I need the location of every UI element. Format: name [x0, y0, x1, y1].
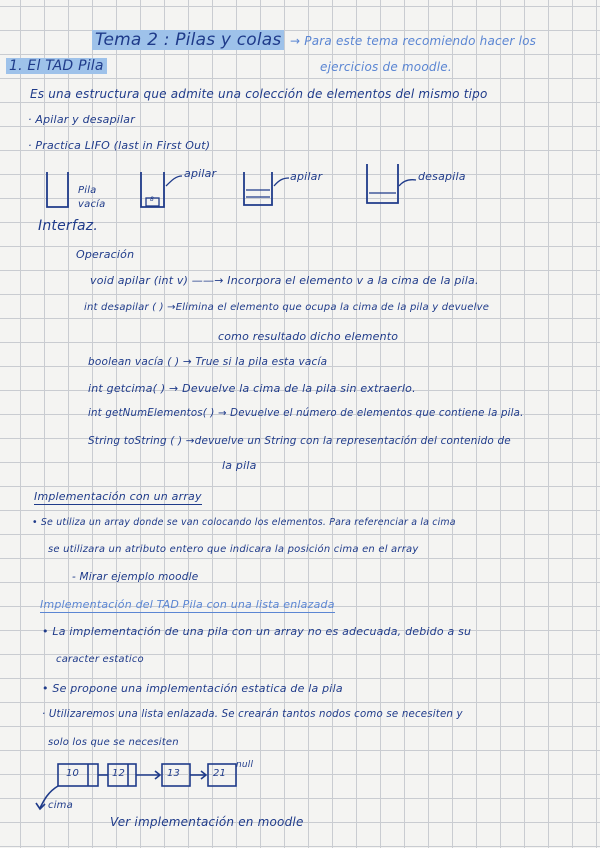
stack-three-drawing	[244, 172, 272, 205]
stack-pop-drawing	[367, 164, 398, 203]
linked-node-4: 21	[213, 768, 227, 779]
impl-list-line-1: • La implementación de una pila con un array no es adecuada, debido a su	[42, 625, 472, 638]
stack-empty-drawing	[47, 172, 68, 207]
stack-empty-label-1: Pila	[78, 185, 97, 196]
impl-list-line-2: caracter estatico	[56, 654, 144, 665]
stack-push-label-2: apilar	[290, 170, 323, 183]
stack-pop-label: desapila	[418, 170, 466, 183]
impl-array-line-2: se utilizara un atributo entero que indicara la posición cima en el array	[48, 544, 419, 555]
title-note-line-1: → Para este tema recomiendo hacer los	[290, 34, 537, 48]
stack-push-label-1: apilar	[184, 167, 217, 180]
section-1-heading: 1. El TAD Pila	[6, 58, 107, 74]
op-vacia: boolean vacía ( ) → True si la pila esta vacía	[88, 356, 328, 368]
bullet-apilar: · Apilar y desapilar	[28, 113, 135, 126]
title-note-line-2: ejercicios de moodle.	[320, 60, 452, 74]
impl-list-line-5: solo los que se necesiten	[48, 737, 179, 748]
impl-array-line-1: • Se utiliza un array donde se van colocando los elementos. Para referenciar a la cima	[32, 517, 456, 528]
linked-node-3: 13	[167, 768, 181, 779]
linked-node-1: 10	[66, 768, 80, 779]
impl-list-line-3: • Se propone una implementación estatica de la pila	[42, 682, 343, 695]
op-tostring-cont: la pila	[222, 459, 257, 472]
linked-node-2: 12	[112, 768, 126, 779]
impl-list-line-4: · Utilizaremos una lista enlazada. Se crearán tantos nodos como se necesiten y	[42, 709, 463, 720]
stack-item-value: 8	[150, 196, 155, 203]
section-2-heading: Implementación con un array	[34, 490, 202, 503]
page-title: Tema 2 : Pilas y colas	[92, 30, 284, 50]
bullet-lifo: · Practica LIFO (last in First Out)	[28, 139, 211, 152]
op-getcima: int getcima( ) → Devuelve la cima de la pila sin extraerlo.	[88, 382, 416, 395]
cima-label: cima	[48, 800, 73, 811]
op-getnumelementos: int getNumElementos( ) → Devuelve el número de elementos que contiene la pila.	[88, 408, 524, 419]
null-label: null	[236, 760, 254, 770]
operacion-heading: Operación	[76, 248, 135, 261]
op-desapilar-cont: como resultado dicho elemento	[218, 330, 399, 343]
op-desapilar: int desapilar ( ) →Elimina el elemento que ocupa la cima de la pila y devuelve	[84, 302, 490, 313]
op-tostring: String toString ( ) →devuelve un String con la representación del contenido de	[88, 435, 511, 447]
stack-empty-label-2: vacía	[78, 199, 106, 210]
intro-text: Es una estructura que admite una colección de elementos del mismo tipo	[30, 87, 488, 101]
interfaz-heading: Interfaz.	[38, 218, 98, 234]
footer-note: Ver implementación en moodle	[110, 815, 304, 829]
impl-array-line-3: - Mirar ejemplo moodle	[72, 571, 199, 583]
op-apilar: void apilar (int v) ——→ Incorpora el elemento v a la cima de la pila.	[90, 274, 479, 287]
section-3-heading: Implementación del TAD Pila con una lista enlazada	[40, 598, 335, 611]
